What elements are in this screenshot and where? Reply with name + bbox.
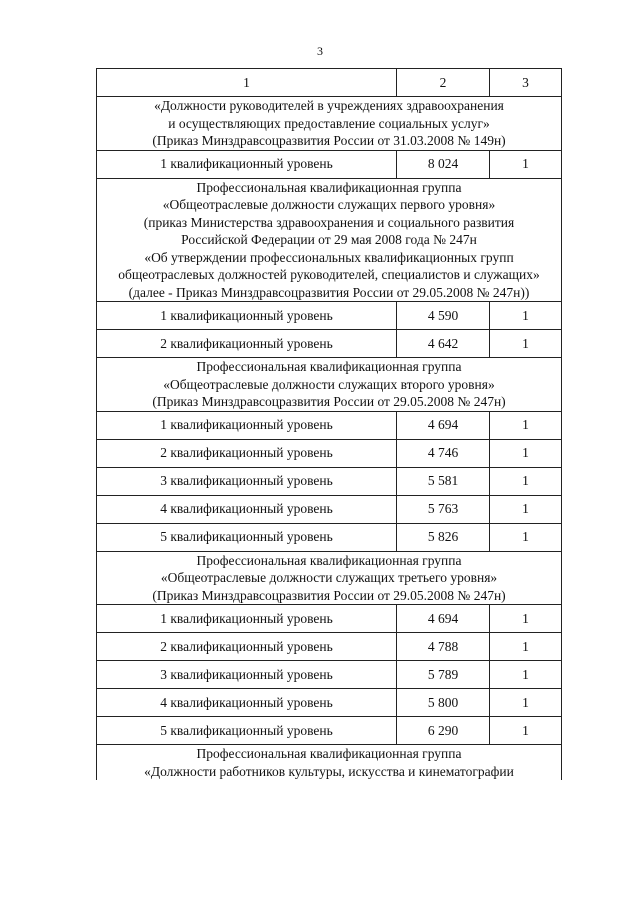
- salary-amount-cell: 5 581: [397, 467, 490, 495]
- coefficient-cell: 1: [490, 717, 562, 745]
- table-row: [97, 689, 562, 717]
- salary-amount-cell: 5 763: [397, 495, 490, 523]
- group-heading-row: [97, 551, 562, 605]
- salary-table-body: [97, 69, 562, 781]
- group-heading: [97, 745, 562, 781]
- qualification-level-cell: 1 квалификационный уровень: [97, 302, 397, 330]
- page-number: 3: [317, 44, 323, 58]
- column-header-3: 3: [490, 69, 562, 97]
- group-heading-line: «Общеотраслевые должности служащих третьего уровня»: [160, 570, 498, 585]
- table-row: [97, 330, 562, 358]
- qualification-level-cell: 1 квалификационный уровень: [97, 605, 397, 633]
- coefficient-cell: 1: [490, 495, 562, 523]
- table-row: [97, 633, 562, 661]
- group-heading: [97, 358, 562, 412]
- salary-amount-cell: 6 290: [397, 717, 490, 745]
- qualification-level-cell: 1 квалификационный уровень: [97, 411, 397, 439]
- coefficient-cell: 1: [490, 330, 562, 358]
- group-heading-line: (Приказ Минздравсоцразвития России от 29.05.2008 № 247н): [152, 394, 506, 409]
- qualification-level-cell: 4 квалификационный уровень: [97, 495, 397, 523]
- salary-amount-cell: 4 788: [397, 633, 490, 661]
- qualification-level-cell: 2 квалификационный уровень: [97, 330, 397, 358]
- group-heading-row: [97, 745, 562, 781]
- coefficient-cell: 1: [490, 605, 562, 633]
- group-heading-line: Профессиональная квалификационная группа: [196, 359, 462, 374]
- table-row: [97, 523, 562, 551]
- salary-amount-cell: 5 826: [397, 523, 490, 551]
- salary-amount-cell: 4 694: [397, 411, 490, 439]
- column-header-row: [97, 69, 562, 97]
- table-row: [97, 150, 562, 178]
- table-row: [97, 467, 562, 495]
- table-row: [97, 661, 562, 689]
- salary-amount-cell: 8 024: [397, 150, 490, 178]
- table-row: [97, 717, 562, 745]
- coefficient-cell: 1: [490, 523, 562, 551]
- group-heading-line: (Приказ Минздравсоцразвития России от 31.03.2008 № 149н): [152, 133, 506, 148]
- group-heading: [97, 97, 562, 151]
- group-heading-line: (приказ Министерства здравоохранения и социального развития: [143, 214, 515, 230]
- salary-amount-cell: 4 642: [397, 330, 490, 358]
- column-header-1: 1: [97, 69, 397, 97]
- column-header-2: 2: [397, 69, 490, 97]
- group-heading-line: общеотраслевых должностей руководителей, специалистов и служащих»: [118, 267, 540, 282]
- group-heading-line: Профессиональная квалификационная группа: [196, 179, 462, 195]
- table-row: [97, 605, 562, 633]
- qualification-level-cell: 4 квалификационный уровень: [97, 689, 397, 717]
- group-heading-line: и осуществляющих предоставление социальных услуг»: [168, 115, 490, 131]
- group-heading-row: [97, 358, 562, 412]
- coefficient-cell: 1: [490, 661, 562, 689]
- coefficient-cell: 1: [490, 467, 562, 495]
- table-row: [97, 495, 562, 523]
- group-heading-line: «Должности руководителей в учреждениях здравоохранения: [154, 98, 504, 113]
- coefficient-cell: 1: [490, 411, 562, 439]
- group-heading-line: «Должности работников культуры, искусства и кинематографии: [144, 763, 514, 779]
- group-heading-row: [97, 97, 562, 151]
- salary-amount-cell: 5 800: [397, 689, 490, 717]
- qualification-level-cell: 2 квалификационный уровень: [97, 439, 397, 467]
- group-heading-line: Российской Федерации от 29 мая 2008 года № 247н: [181, 232, 477, 247]
- table-row: [97, 439, 562, 467]
- table-row: [97, 302, 562, 330]
- coefficient-cell: 1: [490, 439, 562, 467]
- group-heading: [97, 551, 562, 605]
- salary-amount-cell: 4 694: [397, 605, 490, 633]
- group-heading-line: «Общеотраслевые должности служащих первого уровня»: [162, 197, 496, 212]
- salary-amount-cell: 5 789: [397, 661, 490, 689]
- qualification-level-cell: 1 квалификационный уровень: [97, 150, 397, 178]
- group-heading-line: Профессиональная квалификационная группа: [196, 552, 462, 568]
- group-heading: [97, 178, 562, 302]
- qualification-level-cell: 5 квалификационный уровень: [97, 717, 397, 745]
- group-heading-line: (далее - Приказ Минздравсоцразвития России от 29.05.2008 № 247н)): [128, 284, 530, 300]
- qualification-level-cell: 2 квалификационный уровень: [97, 633, 397, 661]
- group-heading-line: «Общеотраслевые должности служащих второго уровня»: [163, 376, 495, 392]
- salary-table: [96, 68, 562, 780]
- salary-amount-cell: 4 746: [397, 439, 490, 467]
- coefficient-cell: 1: [490, 302, 562, 330]
- coefficient-cell: 1: [490, 150, 562, 178]
- group-heading-line: «Об утверждении профессиональных квалификационных групп: [144, 249, 514, 265]
- qualification-level-cell: 3 квалификационный уровень: [97, 467, 397, 495]
- coefficient-cell: 1: [490, 689, 562, 717]
- coefficient-cell: 1: [490, 633, 562, 661]
- group-heading-row: [97, 178, 562, 302]
- group-heading-line: Профессиональная квалификационная группа: [196, 746, 462, 761]
- group-heading-line: (Приказ Минздравсоцразвития России от 29.05.2008 № 247н): [152, 587, 506, 603]
- table-row: [97, 411, 562, 439]
- qualification-level-cell: 5 квалификационный уровень: [97, 523, 397, 551]
- qualification-level-cell: 3 квалификационный уровень: [97, 661, 397, 689]
- salary-amount-cell: 4 590: [397, 302, 490, 330]
